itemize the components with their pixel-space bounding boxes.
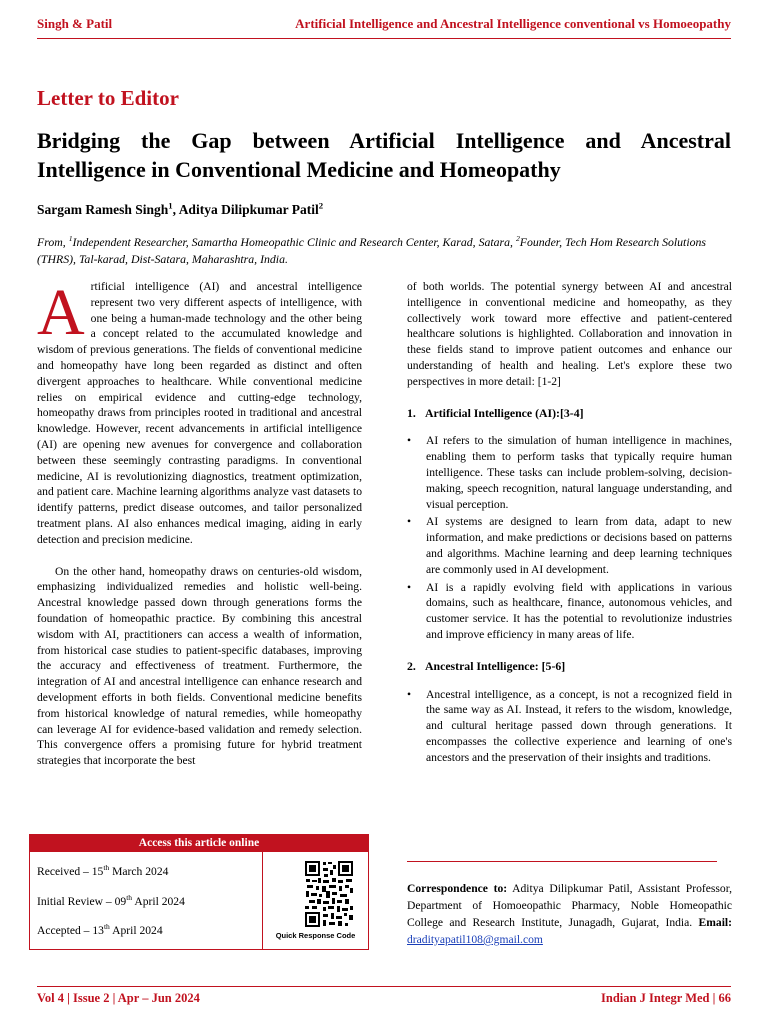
affiliation-2: Founder, Tech Hom Research Solutions (THRS), Tal-karad, Dist-Satara, Maharashtra, India. [37, 235, 706, 266]
author-line [37, 202, 323, 218]
list-item-text: Ancestral intelligence, as a concept, is not a recognized field in the same way as AI. Instead, it refers to the wisdom, knowledge, and cultural heritage passed down through generations. It encompasses the collective experience and learning of one's ancestors and the preservation of their insights and traditions. [426, 687, 732, 764]
header-divider [37, 38, 731, 39]
ordinal-suffix: th [126, 893, 133, 903]
body-column-right [407, 279, 732, 768]
affiliation-marker: 2 [515, 234, 520, 244]
body-column-left [37, 276, 362, 769]
review-date [37, 895, 185, 908]
intro-paragraph [37, 276, 362, 548]
date-text: Initial Review – 09 [37, 895, 127, 908]
affiliations [37, 234, 731, 268]
bullet-icon: • [407, 687, 412, 701]
access-box-heading: Access this article online [30, 835, 368, 852]
author-separator: , [172, 202, 179, 217]
list-item [407, 433, 732, 512]
body-paragraph: of both worlds. The potential synergy between AI and ancestral intelligence in conventional medicine and homeopathy, as they collectively work toward more effective and patient-centered healthcare solutions is highlighted. Collaboration and innovation in these fields stand to improve patient outcomes and enhance our understanding of health and healing. Let's explore these two perspectives in more detail: [1-2] [407, 280, 732, 388]
qr-panel [262, 852, 368, 949]
section-title: Artificial Intelligence (AI):[3-4] [425, 405, 584, 420]
affiliation-from: From, [37, 235, 69, 249]
affiliation-1: Independent Researcher, Samartha Homeopathic Clinic and Research Center, Karad, Satara, [72, 235, 516, 249]
correspondence [407, 880, 732, 948]
header-authors: Singh & Patil [37, 16, 113, 31]
bullet-list-ai [407, 433, 732, 642]
intro-text: rtificial intelligence (AI) and ancestral intelligence represent two very different aspects of intelligence, with one being a human-made technology and the other being a concept related to the accumulated knowledge and wisdom of previous generations. The fields of conventional medicine and homeopathy have long been regarded as distinct and often divergent approaches to healthcare. While conventional medicine relies on empirical evidence and cutting-edge technology, homeopathy draws from principles rooted in traditional and ancestral knowledge. However, recent advancements in artificial intelligence (AI) are opening new avenues for convergence and collaboration between these seemingly contrasting paradigms. In conventional medicine, AI is revolutionizing diagnostics, treatment optimization, and patient care. Machine learning algorithms analyze vast datasets to identify patterns, predict disease outcomes, and tailor personalized treatment plans. AI also enhances medical imaging, aiding in early detection and precision medicine. [37, 280, 362, 546]
footer-divider [37, 986, 731, 987]
section-number: 2. [407, 658, 416, 673]
running-header [37, 16, 731, 34]
section-title: Ancestral Intelligence: [5-6] [425, 658, 566, 673]
received-date [37, 865, 168, 878]
footer-volume: Vol 4 | Issue 2 | Apr – Jun 2024 [37, 991, 200, 1005]
accepted-date [37, 924, 163, 937]
list-item [407, 687, 732, 766]
body-paragraph: On the other hand, homeopathy draws on centuries-old wisdom, emphasizing individualized remedies and holistic well-being. Ancestral knowledge passed down through generations forms the foundation of homeopathic practice. By combining this ancestral wisdom with AI, practitioners can access a wealth of information, from historical case studies to patient-specific databases, improving the accuracy and effectiveness of treatment. Furthermore, the integration of AI and ancestral intelligence can enhance research and development efforts in both fields. Conventional medicine benefits from historical knowledge of natural remedies, while homeopathy can leverage AI for evidence-based validation and remedy selection. This convergence offers a promising future for hybrid treatment strategies that incorporate the best [37, 564, 362, 768]
date-text: April 2024 [109, 924, 163, 937]
list-item-text: AI is a rapidly evolving field with applications in various domains, such as healthcare, finance, autonomous vehicles, and customer service. It has the potential to revolutionize industries and improve efficiency in many areas of life. [426, 580, 732, 641]
date-text: Accepted – 13 [37, 924, 104, 937]
access-article-box [29, 834, 369, 950]
section-label: Letter to Editor [37, 86, 179, 110]
drop-cap: A [37, 276, 85, 349]
list-item [407, 514, 732, 577]
bullet-icon: • [407, 580, 412, 594]
date-text: April 2024 [132, 895, 185, 908]
ordinal-suffix: th [103, 922, 110, 932]
list-item [407, 580, 732, 643]
footer-journal-page: Indian J Integr Med | 66 [601, 991, 731, 1005]
date-text: Received – 15 [37, 865, 104, 878]
correspondence-text: Aditya Dilipkumar Patil, Assistant Professor, Department of Homoeopathic Pharmacy, Noble Homeopathic College and Research Institute, Junagadh, Gujarat, India. [407, 882, 732, 929]
list-item-text: AI systems are designed to learn from data, adapt to new information, and make predictions or decisions based on patterns and algorithms. Machine learning and deep learning techniques are commonly used in AI development. [426, 515, 732, 576]
author-name: Aditya Dilipkumar Patil [178, 202, 319, 217]
correspondence-label: Correspondence to: [407, 882, 508, 895]
email-label: Email: [698, 916, 732, 929]
bullet-icon: • [407, 434, 412, 448]
author-affiliation-marker: 2 [318, 200, 324, 211]
email-link[interactable]: dradityapatil108@gmail.com [407, 933, 543, 946]
ordinal-suffix: th [103, 863, 110, 873]
section-heading-ancestral [407, 659, 732, 675]
qr-caption: Quick Response Code [275, 931, 356, 940]
qr-code-icon[interactable] [304, 860, 354, 928]
bullet-icon: • [407, 515, 412, 529]
list-item-text: AI refers to the simulation of human intelligence in machines, enabling them to perform tasks that typically require human intelligence. These tasks can include problem-solving, decision-making, speech recognition, natural language understanding, and visual perception. [426, 434, 732, 511]
author-name: Sargam Ramesh Singh [37, 202, 169, 217]
date-text: March 2024 [109, 865, 169, 878]
section-heading-ai [407, 406, 732, 422]
header-running-title: Artificial Intelligence and Ancestral Intelligence conventional vs Homoeopathy [295, 16, 731, 31]
affiliation-marker: 1 [68, 234, 73, 244]
article-title: Bridging the Gap between Artificial Intelligence and Ancestral Intelligence in Conventional Medicine and Homeopathy [37, 128, 731, 182]
section-number: 1. [407, 405, 416, 420]
correspondence-divider [407, 861, 717, 862]
author-affiliation-marker: 1 [168, 200, 173, 211]
bullet-list-ancestral [407, 687, 732, 766]
